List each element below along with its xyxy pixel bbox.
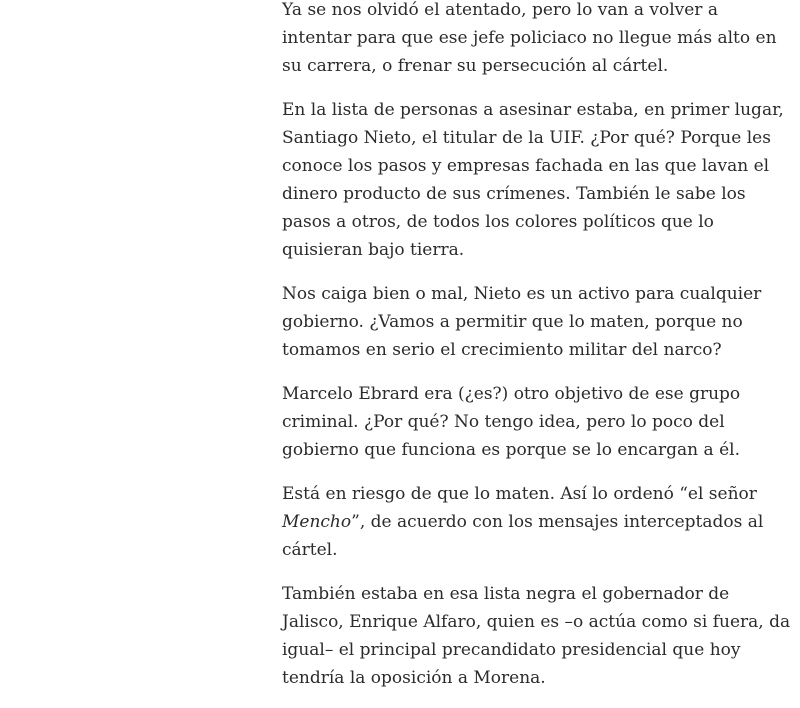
paragraph-mencho-text-end: ”, de acuerdo con los mensajes interceptados al cártel.: [282, 512, 764, 560]
paragraph-mencho-order: [282, 480, 792, 564]
paragraph-enrique-alfaro: También estaba en esa lista negra el gobernador de Jalisco, Enrique Alfaro, quien es –o actúa como si fuera, da igual– el principal precandidato presidencial que hoy tendría la oposición a Morena.: [282, 584, 791, 688]
article-body: [282, 0, 792, 708]
paragraph-santiago-nieto: En la lista de personas a asesinar estaba, en primer lugar, Santiago Nieto, el titular de la UIF. ¿Por qué? Porque les conoce los pasos y empresas fachada en las que lavan el dinero producto de sus crímenes. También le sabe los pasos a otros, de todos los colores políticos que lo quisieran bajo tierra.: [282, 100, 784, 260]
paragraph-mencho-text-start: Está en riesgo de que lo maten. Así lo ordenó “el señor: [282, 484, 757, 504]
paragraph-attack-forgotten: Ya se nos olvidó el atentado, pero lo van a volver a intentar para que ese jefe policiaco no llegue más alto en su carrera, o frenar su persecución al cártel.: [282, 0, 777, 76]
mencho-emphasis: Mencho: [282, 512, 352, 532]
paragraph-marcelo-ebrard: Marcelo Ebrard era (¿es?) otro objetivo de ese grupo criminal. ¿Por qué? No tengo idea, pero lo poco del gobierno que funciona es porque se lo encargan a él.: [282, 384, 741, 460]
paragraph-nieto-asset: Nos caiga bien o mal, Nieto es un activo para cualquier gobierno. ¿Vamos a permitir que lo maten, porque no tomamos en serio el crecimiento militar del narco?: [282, 284, 762, 360]
